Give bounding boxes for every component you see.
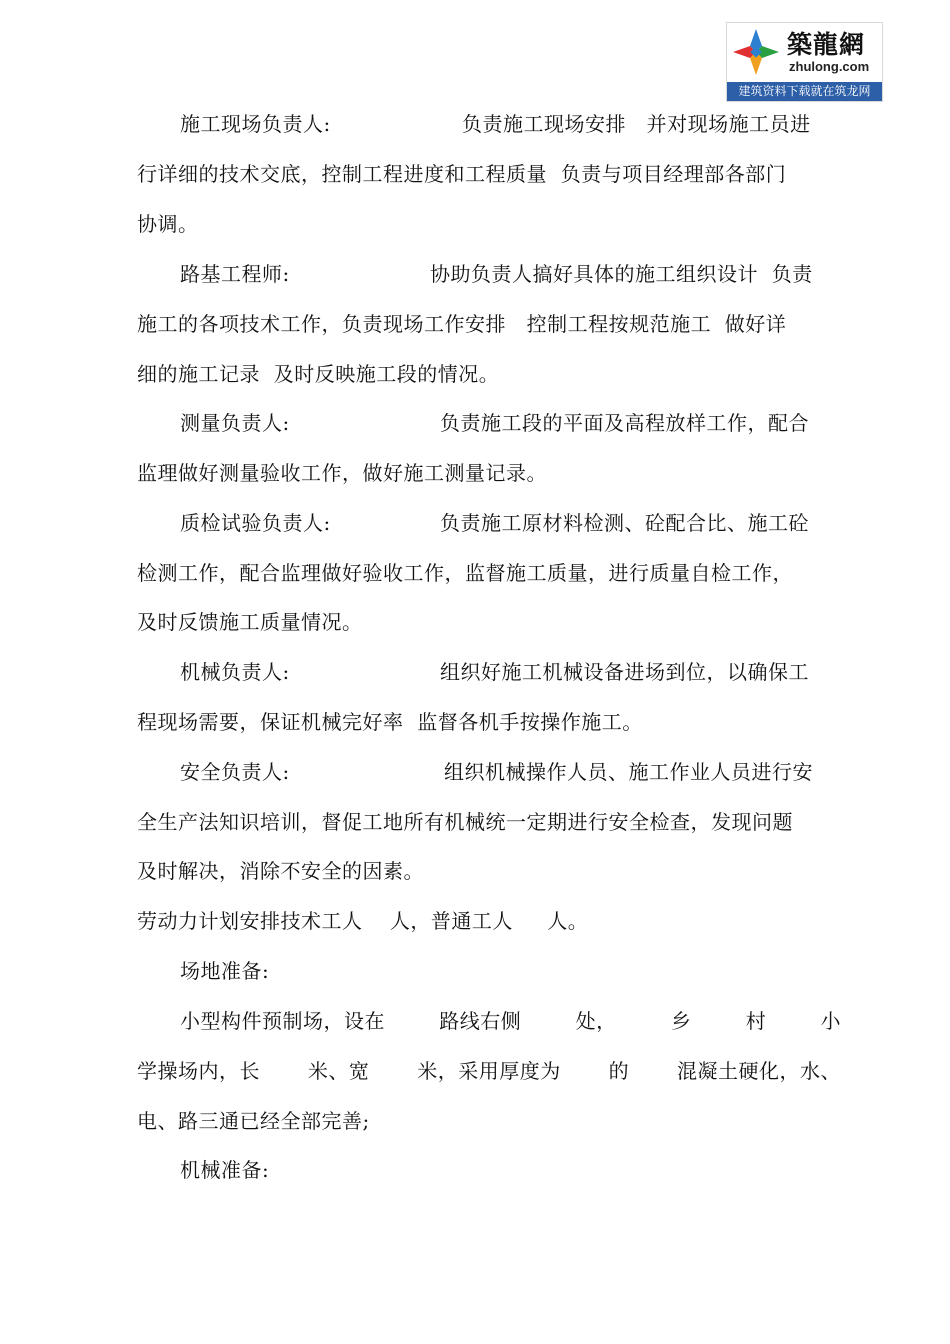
role-text-quality: 负责施工原材料检测、砼配合比、施工砼	[440, 511, 809, 535]
site-fragment: 小型构件预制场，设在	[180, 1009, 385, 1033]
role-label-machinery: 机械负责人:	[180, 660, 290, 684]
zhulong-logo	[726, 22, 883, 102]
site-fragment: 混凝土硬化，水、	[677, 1059, 841, 1083]
role-text-survey: 负责施工段的平面及高程放样工作，配合	[440, 411, 809, 435]
machine-heading: 机械准备:	[180, 1158, 270, 1182]
site-fragment: 乡	[670, 1009, 692, 1033]
site-fragment: 学操场内，长	[137, 1059, 260, 1083]
body-line: 监理做好测量验收工作，做好施工测量记录。	[137, 461, 547, 485]
body-line: 及时解决，消除不安全的因素。	[137, 859, 424, 883]
site-fragment: 路线右侧	[439, 1009, 522, 1033]
role-text-site-manager: 负责施工现场安排 并对现场施工员进	[462, 112, 811, 136]
role-text-roadbed-engineer: 协助负责人搞好具体的施工组织设计 负责	[430, 262, 813, 286]
role-text-safety: 组织机械操作人员、施工作业人员进行安	[444, 760, 813, 784]
body-line: 及时反馈施工质量情况。	[137, 610, 363, 634]
body-line: 电、路三通已经全部完善;	[137, 1109, 370, 1133]
role-label-survey: 测量负责人:	[180, 411, 290, 435]
logo-name-cn: 築龍網	[787, 30, 866, 59]
body-line: 施工的各项技术工作，负责现场工作安排 控制工程按规范施工 做好详	[137, 312, 787, 336]
body-line: 行详细的技术交底，控制工程进度和工程质量 负责与项目经理部各部门	[137, 162, 787, 186]
site-fragment: 的	[608, 1059, 630, 1083]
role-text-machinery: 组织好施工机械设备进场到位，以确保工	[440, 660, 809, 684]
site-fragment: 处，	[575, 1009, 617, 1033]
body-line: 程现场需要，保证机械完好率 监督各机手按操作施工。	[137, 710, 643, 734]
role-label-roadbed-engineer: 路基工程师:	[180, 262, 290, 286]
role-label-quality: 质检试验负责人:	[180, 511, 331, 535]
site-fragment: 米、宽	[307, 1059, 370, 1083]
role-label-site-manager: 施工现场负责人:	[180, 112, 331, 136]
site-heading: 场地准备:	[180, 959, 270, 983]
body-line: 细的施工记录 及时反映施工段的情况。	[137, 362, 500, 386]
labor-plan: 劳动力计划安排技术工人 人，普通工人 人。	[137, 909, 589, 933]
site-fragment: 村	[745, 1009, 767, 1033]
zhulong-pinwheel-icon	[731, 27, 781, 77]
body-line: 全生产法知识培训，督促工地所有机械统一定期进行安全检查，发现问题	[137, 810, 793, 834]
body-line: 协调。	[137, 212, 199, 236]
site-fragment: 米，采用厚度为	[417, 1059, 561, 1083]
site-fragment: 小	[820, 1009, 841, 1033]
logo-slogan: 建筑资料下载就在筑龙网	[727, 82, 882, 101]
logo-domain: zhulong.com	[789, 59, 870, 74]
role-label-safety: 安全负责人:	[180, 760, 290, 784]
site-line-1	[180, 1008, 841, 1034]
body-line: 检测工作，配合监理做好验收工作，监督施工质量，进行质量自检工作，	[137, 561, 793, 585]
site-line-2	[137, 1058, 841, 1084]
